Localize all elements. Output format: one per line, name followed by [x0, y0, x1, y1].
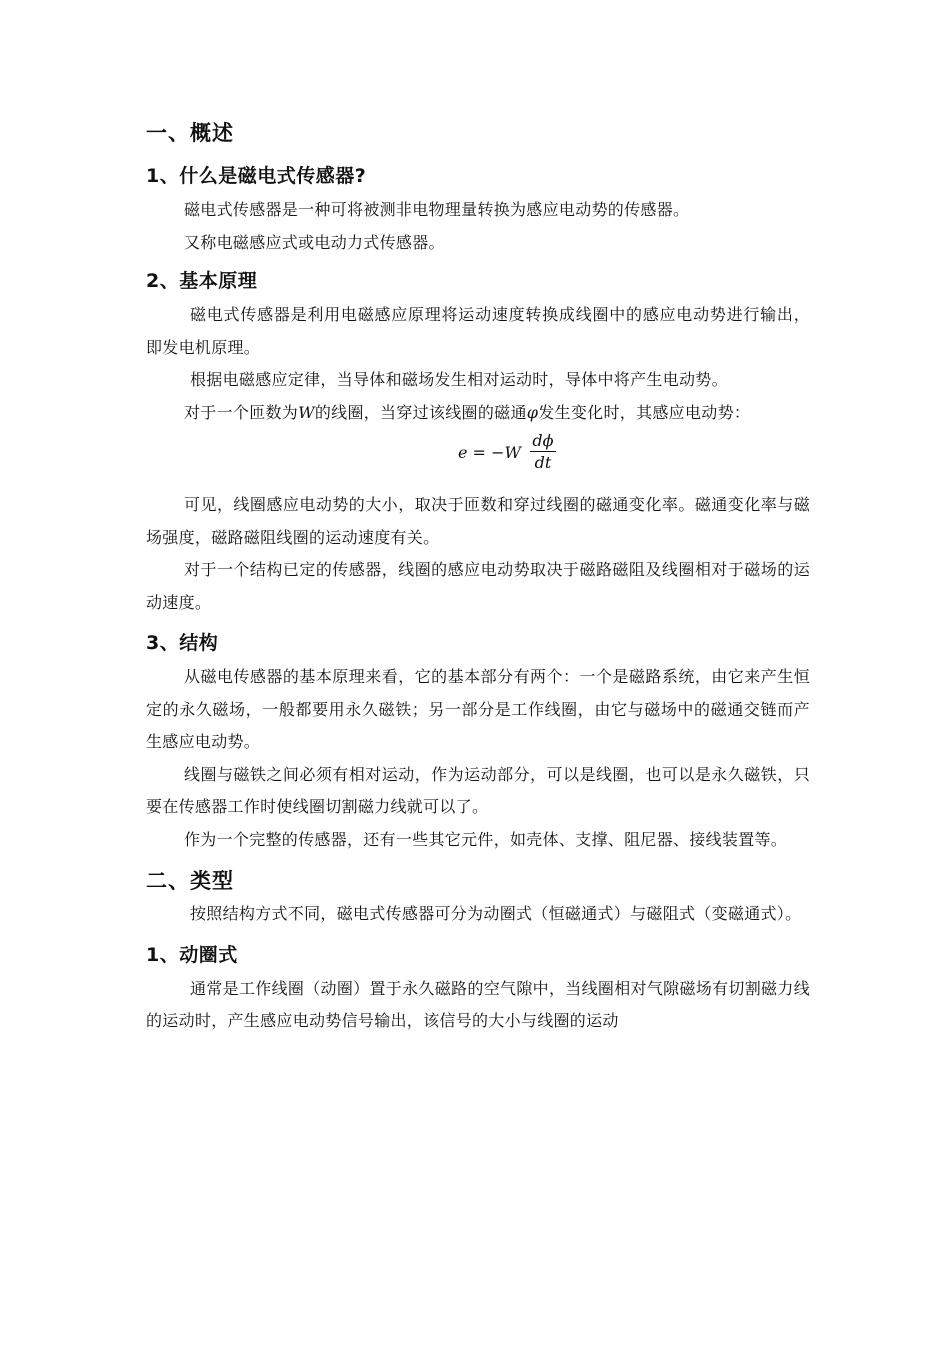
paragraph-relative-motion: 线圈与磁铁之间必须有相对运动，作为运动部分，可以是线圈，也可以是永久磁铁，只要在传感器工作时使线圈切割磁力线就可以了。 [146, 764, 810, 816]
paragraph-emf-depends: 可见，线圈感应电动势的大小，取决于匝数和穿过线圈的磁通变化率。磁通变化率与磁场强度，磁路磁阻线圈的运动速度有关。 [146, 495, 810, 547]
subheading-principle: 2、基本原理 [146, 270, 258, 292]
subheading-moving-coil: 1、动圈式 [146, 943, 238, 966]
document-body [146, 118, 810, 1038]
formula-numerator: dϕ [530, 431, 556, 452]
formula-lhs: e = −W [458, 443, 521, 462]
symbol-w: W [298, 402, 315, 422]
emf-formula [146, 429, 810, 489]
paragraph-alias: 又称电磁感应式或电动力式传感器。 [184, 232, 445, 252]
paragraph-moving-coil: 通常是工作线圈（动圈）置于永久磁路的空气隙中，当线圈相对气隙磁场有切割磁力线的运动时，产生感应电动势信号输出，该信号的大小与线圈的运动 [146, 978, 810, 1030]
subheading-structure: 3、结构 [146, 632, 219, 654]
formula-fraction [530, 431, 556, 474]
paragraph-other-components: 作为一个完整的传感器，还有一些其它元件，如壳体、支撑、阻尼器、接线装置等。 [184, 829, 788, 849]
section-heading-overview: 一、概述 [146, 121, 234, 145]
symbol-phi: φ [526, 402, 539, 422]
formula-denominator: dt [534, 453, 552, 472]
paragraph-turns: 对于一个匝数为W的线圈，当穿过该线圈的磁通φ发生变化时，其感应电动势： [184, 402, 751, 422]
paragraph-structure-parts: 从磁电传感器的基本原理来看，它的基本部分有两个：一个是磁路系统，由它来产生恒定的永久磁场，一般都要用永久磁铁；另一部分是工作线圈，由它与磁场中的磁通交链而产生感应电动势。 [146, 667, 810, 751]
paragraph-principle: 磁电式传感器是利用电磁感应原理将运动速度转换成线圈中的感应电动势进行输出， 即发电机原理。 [146, 305, 810, 357]
section-heading-types: 二、类型 [146, 869, 234, 893]
paragraph-induction-law: 根据电磁感应定律，当导体和磁场发生相对运动时，导体中将产生电动势。 [190, 370, 728, 389]
paragraph-fixed-structure: 对于一个结构已定的传感器，线圈的感应电动势取决于磁路磁阻及线圈相对于磁场的运动速度。 [146, 560, 810, 612]
paragraph-definition: 磁电式传感器是一种可将被测非电物理量转换为感应电动势的传感器。 [184, 200, 690, 219]
subheading-what-is: 1、什么是磁电式传感器? [146, 165, 367, 187]
paragraph-types: 按照结构方式不同，磁电式传感器可分为动圈式（恒磁通式）与磁阻式（变磁通式）。 [190, 904, 802, 923]
